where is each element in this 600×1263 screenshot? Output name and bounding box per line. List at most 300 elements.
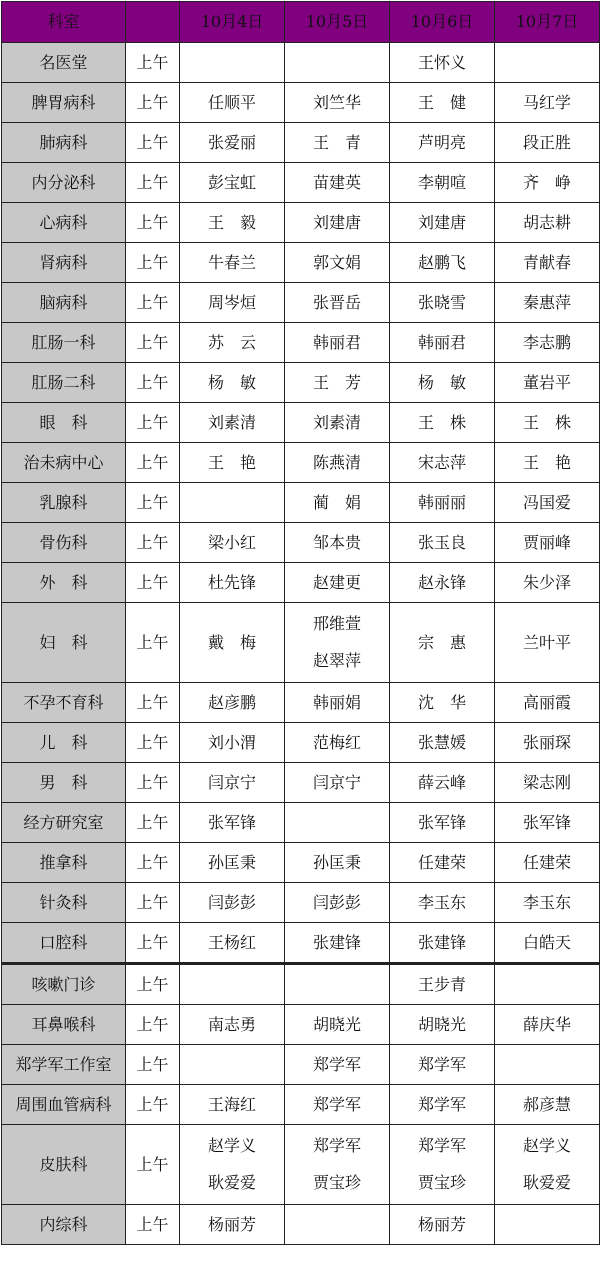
doctor-name: 孙匡秉 <box>207 852 256 872</box>
doctor-name: 陈燕清 <box>312 452 361 472</box>
department-cell: 肾病科 <box>2 243 126 283</box>
department-cell: 耳鼻喉科 <box>2 1005 126 1045</box>
doctor-cell <box>180 1125 285 1205</box>
doctor-name: 李玉东 <box>522 892 571 912</box>
doctor-cell <box>285 923 390 964</box>
doctor-cell <box>390 1205 495 1245</box>
time-cell: 上午 <box>126 443 180 483</box>
doctor-cell <box>180 363 285 403</box>
doctor-name: 张军锋 <box>207 812 256 832</box>
doctor-cell <box>495 523 600 563</box>
doctor-cell <box>285 1085 390 1125</box>
time-cell: 上午 <box>126 163 180 203</box>
doctor-name: 王 健 <box>417 92 466 112</box>
doctor-cell <box>390 603 495 683</box>
doctor-name: 周岑烜 <box>207 292 256 312</box>
doctor-name: 芦明亮 <box>417 132 466 152</box>
doctor-name: 胡晓光 <box>312 1014 361 1034</box>
table-row <box>2 923 600 964</box>
doctor-cell <box>180 243 285 283</box>
doctor-name: 刘素清 <box>207 412 256 432</box>
time-cell: 上午 <box>126 683 180 723</box>
department-cell: 心病科 <box>2 203 126 243</box>
department-cell: 肺病科 <box>2 123 126 163</box>
time-cell: 上午 <box>126 1085 180 1125</box>
doctor-cell <box>495 323 600 363</box>
table-row <box>2 123 600 163</box>
doctor-cell <box>495 203 600 243</box>
doctor-name: 秦惠萍 <box>522 292 571 312</box>
doctor-name: 朱少泽 <box>522 572 571 592</box>
doctor-cell <box>180 1085 285 1125</box>
doctor-name: 张军锋 <box>417 812 466 832</box>
doctor-name: 郭文娟 <box>312 252 361 272</box>
doctor-name: 赵永锋 <box>417 572 466 592</box>
table-row <box>2 1005 600 1045</box>
doctor-name: 贾宝珍 <box>417 1173 466 1192</box>
doctor-name: 薛庆华 <box>522 1014 571 1034</box>
department-cell: 妇 科 <box>2 603 126 683</box>
doctor-cell <box>285 1125 390 1205</box>
department-cell: 郑学军工作室 <box>2 1045 126 1085</box>
time-cell: 上午 <box>126 363 180 403</box>
doctor-cell <box>180 1005 285 1045</box>
doctor-cell <box>390 1085 495 1125</box>
time-cell: 上午 <box>126 1005 180 1045</box>
doctor-cell <box>180 563 285 603</box>
doctor-cell <box>180 763 285 803</box>
doctor-cell <box>180 283 285 323</box>
doctor-cell <box>495 1045 600 1085</box>
doctor-name: 戴 梅 <box>207 632 256 652</box>
department-cell: 治未病中心 <box>2 443 126 483</box>
doctor-name: 闫彭彭 <box>207 892 256 912</box>
department-cell: 脾胃病科 <box>2 83 126 123</box>
department-cell: 儿 科 <box>2 723 126 763</box>
doctor-name: 宋志萍 <box>417 452 466 472</box>
doctor-name <box>180 1055 284 1075</box>
table-row <box>2 1205 600 1245</box>
doctor-name: 郝彦慧 <box>522 1094 571 1114</box>
time-cell: 上午 <box>126 923 180 964</box>
doctor-name: 沈 华 <box>417 692 466 712</box>
department-cell: 不孕不育科 <box>2 683 126 723</box>
doctor-name: 王 株 <box>417 412 466 432</box>
doctor-name: 赵学义 <box>207 1136 256 1155</box>
schedule-body <box>2 43 600 1245</box>
header-day-4: 10月7日 <box>495 2 600 43</box>
doctor-cell <box>390 83 495 123</box>
doctor-cell <box>285 443 390 483</box>
doctor-cell <box>285 83 390 123</box>
department-cell: 周围血管病科 <box>2 1085 126 1125</box>
table-row <box>2 1045 600 1085</box>
doctor-name: 贾丽峰 <box>522 532 571 552</box>
doctor-cell <box>390 43 495 83</box>
department-cell: 肛肠二科 <box>2 363 126 403</box>
doctor-name: 耿爱爱 <box>207 1173 256 1192</box>
table-row <box>2 883 600 923</box>
doctor-cell <box>180 603 285 683</box>
table-row <box>2 283 600 323</box>
department-cell: 口腔科 <box>2 923 126 964</box>
table-row <box>2 243 600 283</box>
doctor-name: 高丽霞 <box>522 692 571 712</box>
doctor-name: 闫京宁 <box>207 772 256 792</box>
time-cell: 上午 <box>126 523 180 563</box>
doctor-name: 王步青 <box>417 974 466 994</box>
doctor-name: 王杨红 <box>207 932 256 952</box>
table-row <box>2 403 600 443</box>
time-cell: 上午 <box>126 883 180 923</box>
table-row <box>2 483 600 523</box>
doctor-name: 段正胜 <box>522 132 571 152</box>
doctor-name: 贾宝珍 <box>312 1173 361 1192</box>
doctor-cell <box>285 243 390 283</box>
doctor-name: 张爱丽 <box>207 132 256 152</box>
doctor-name: 冯国爱 <box>522 492 571 512</box>
doctor-name: 赵鹏飞 <box>417 252 466 272</box>
table-row <box>2 763 600 803</box>
doctor-name: 郑学军 <box>312 1094 361 1114</box>
table-row <box>2 723 600 763</box>
doctor-name: 张晓雪 <box>417 292 466 312</box>
doctor-name: 李朝喧 <box>417 172 466 192</box>
table-row <box>2 203 600 243</box>
doctor-name: 蔺 娟 <box>312 492 361 512</box>
doctor-name <box>285 813 389 833</box>
doctor-name: 刘竺华 <box>312 92 361 112</box>
doctor-cell <box>285 683 390 723</box>
doctor-cell <box>495 883 600 923</box>
header-row <box>2 2 600 43</box>
doctor-cell <box>285 1005 390 1045</box>
doctor-cell <box>285 43 390 83</box>
table-row <box>2 43 600 83</box>
doctor-cell <box>285 843 390 883</box>
time-cell: 上午 <box>126 1205 180 1245</box>
doctor-cell <box>180 483 285 523</box>
time-cell: 上午 <box>126 403 180 443</box>
doctor-cell <box>390 803 495 843</box>
doctor-name: 郑学军 <box>417 1094 466 1114</box>
doctor-name: 胡晓光 <box>417 1014 466 1034</box>
doctor-cell <box>180 443 285 483</box>
doctor-cell <box>180 803 285 843</box>
doctor-cell <box>180 883 285 923</box>
doctor-cell <box>390 883 495 923</box>
doctor-name: 薛云峰 <box>417 772 466 792</box>
table-row <box>2 443 600 483</box>
time-cell: 上午 <box>126 603 180 683</box>
doctor-cell <box>390 403 495 443</box>
table-row <box>2 163 600 203</box>
time-cell: 上午 <box>126 843 180 883</box>
table-row <box>2 323 600 363</box>
doctor-name <box>495 975 599 995</box>
doctor-name <box>285 53 389 73</box>
doctor-cell <box>180 323 285 363</box>
doctor-name: 刘建唐 <box>312 212 361 232</box>
doctor-name: 韩丽娟 <box>312 692 361 712</box>
time-cell: 上午 <box>126 283 180 323</box>
doctor-cell <box>390 723 495 763</box>
department-cell: 乳腺科 <box>2 483 126 523</box>
doctor-name: 王 艳 <box>522 452 571 472</box>
doctor-cell <box>390 923 495 964</box>
table-row <box>2 563 600 603</box>
doctor-cell <box>180 83 285 123</box>
doctor-cell <box>285 603 390 683</box>
time-cell: 上午 <box>126 964 180 1005</box>
doctor-cell <box>390 243 495 283</box>
doctor-name: 张建锋 <box>417 932 466 952</box>
doctor-cell <box>390 443 495 483</box>
doctor-cell <box>495 964 600 1005</box>
doctor-name: 刘建唐 <box>417 212 466 232</box>
table-row <box>2 83 600 123</box>
doctor-cell <box>180 123 285 163</box>
department-cell: 皮肤科 <box>2 1125 126 1205</box>
doctor-name: 耿爱爱 <box>522 1173 571 1192</box>
doctor-name: 闫京宁 <box>312 772 361 792</box>
doctor-name: 郑学军 <box>312 1136 361 1155</box>
department-cell: 骨伤科 <box>2 523 126 563</box>
doctor-name: 杨丽芳 <box>207 1214 256 1234</box>
time-cell: 上午 <box>126 83 180 123</box>
doctor-name: 赵翠萍 <box>312 651 361 670</box>
doctor-cell <box>495 1205 600 1245</box>
doctor-cell <box>495 43 600 83</box>
doctor-cell <box>180 1045 285 1085</box>
doctor-name: 杨 敏 <box>417 372 466 392</box>
doctor-cell <box>495 683 600 723</box>
doctor-name: 刘素清 <box>312 412 361 432</box>
department-cell: 经方研究室 <box>2 803 126 843</box>
doctor-name: 张玉良 <box>417 532 466 552</box>
table-row <box>2 843 600 883</box>
doctor-name: 张丽琛 <box>522 732 571 752</box>
doctor-name: 李志鹏 <box>522 332 571 352</box>
doctor-cell <box>180 1205 285 1245</box>
doctor-cell <box>180 683 285 723</box>
doctor-name: 张晋岳 <box>312 292 361 312</box>
department-cell: 内分泌科 <box>2 163 126 203</box>
doctor-name: 南志勇 <box>207 1014 256 1034</box>
table-row <box>2 964 600 1005</box>
doctor-cell <box>285 1205 390 1245</box>
doctor-cell <box>285 483 390 523</box>
doctor-name: 马红学 <box>522 92 571 112</box>
doctor-cell <box>495 603 600 683</box>
doctor-cell <box>285 763 390 803</box>
table-row <box>2 803 600 843</box>
doctor-cell <box>495 283 600 323</box>
department-cell: 眼 科 <box>2 403 126 443</box>
doctor-name: 任顺平 <box>207 92 256 112</box>
doctor-cell <box>495 243 600 283</box>
department-cell: 推拿科 <box>2 843 126 883</box>
doctor-cell <box>285 1045 390 1085</box>
doctor-name: 郑学军 <box>312 1054 361 1074</box>
header-day-2: 10月5日 <box>285 2 390 43</box>
doctor-name: 彭宝虹 <box>207 172 256 192</box>
doctor-cell <box>495 163 600 203</box>
doctor-cell <box>180 163 285 203</box>
doctor-name: 宗 惠 <box>417 632 466 652</box>
doctor-cell <box>495 843 600 883</box>
doctor-cell <box>285 964 390 1005</box>
doctor-name: 任建荣 <box>522 852 571 872</box>
doctor-name: 张军锋 <box>522 812 571 832</box>
doctor-name: 王 株 <box>522 412 571 432</box>
department-cell: 内综科 <box>2 1205 126 1245</box>
time-cell: 上午 <box>126 1125 180 1205</box>
doctor-cell <box>390 843 495 883</box>
header-time-blank <box>126 2 180 43</box>
doctor-name: 王 毅 <box>207 212 256 232</box>
department-cell: 咳嗽门诊 <box>2 964 126 1005</box>
doctor-cell <box>390 523 495 563</box>
header-day-3: 10月6日 <box>390 2 495 43</box>
department-cell: 男 科 <box>2 763 126 803</box>
doctor-name: 赵学义 <box>522 1136 571 1155</box>
doctor-cell <box>285 323 390 363</box>
doctor-cell <box>390 1005 495 1045</box>
doctor-cell <box>390 163 495 203</box>
time-cell: 上午 <box>126 43 180 83</box>
doctor-name: 牛春兰 <box>207 252 256 272</box>
doctor-name: 梁志刚 <box>522 772 571 792</box>
time-cell: 上午 <box>126 323 180 363</box>
doctor-name: 韩丽君 <box>417 332 466 352</box>
doctor-name <box>495 1055 599 1075</box>
doctor-name <box>495 1215 599 1235</box>
time-cell: 上午 <box>126 123 180 163</box>
doctor-cell <box>285 283 390 323</box>
doctor-cell <box>180 523 285 563</box>
doctor-name: 范梅红 <box>312 732 361 752</box>
doctor-cell <box>285 563 390 603</box>
doctor-cell <box>390 563 495 603</box>
doctor-cell <box>390 283 495 323</box>
doctor-cell <box>495 1085 600 1125</box>
doctor-name <box>495 53 599 73</box>
doctor-name: 张慧媛 <box>417 732 466 752</box>
doctor-cell <box>390 683 495 723</box>
table-row <box>2 1085 600 1125</box>
time-cell: 上午 <box>126 243 180 283</box>
doctor-name: 邹本贵 <box>312 532 361 552</box>
doctor-name: 赵建更 <box>312 572 361 592</box>
doctor-name: 邢维萱 <box>312 614 361 633</box>
doctor-name: 张建锋 <box>312 932 361 952</box>
doctor-cell <box>495 363 600 403</box>
time-cell: 上午 <box>126 723 180 763</box>
doctor-cell <box>495 1005 600 1045</box>
time-cell: 上午 <box>126 563 180 603</box>
doctor-cell <box>180 403 285 443</box>
doctor-name <box>180 975 284 995</box>
department-cell: 肛肠一科 <box>2 323 126 363</box>
doctor-cell <box>495 483 600 523</box>
department-cell: 脑病科 <box>2 283 126 323</box>
doctor-cell <box>495 1125 600 1205</box>
table-row <box>2 363 600 403</box>
doctor-name: 杨 敏 <box>207 372 256 392</box>
doctor-cell <box>180 203 285 243</box>
doctor-name: 齐 峥 <box>522 172 571 192</box>
doctor-name: 王怀义 <box>417 52 466 72</box>
doctor-cell <box>180 964 285 1005</box>
table-row <box>2 1125 600 1205</box>
time-cell: 上午 <box>126 803 180 843</box>
doctor-cell <box>495 923 600 964</box>
doctor-cell <box>285 403 390 443</box>
doctor-cell <box>285 203 390 243</box>
doctor-name: 杨丽芳 <box>417 1214 466 1234</box>
doctor-cell <box>390 363 495 403</box>
doctor-name: 郑学军 <box>417 1136 466 1155</box>
time-cell: 上午 <box>126 203 180 243</box>
doctor-cell <box>285 723 390 763</box>
header-day-1: 10月4日 <box>180 2 285 43</box>
doctor-name: 苏 云 <box>207 332 256 352</box>
doctor-name: 青献春 <box>522 252 571 272</box>
doctor-name: 杜先锋 <box>207 572 256 592</box>
doctor-name: 李玉东 <box>417 892 466 912</box>
doctor-cell <box>285 363 390 403</box>
doctor-cell <box>390 1045 495 1085</box>
doctor-name: 苗建英 <box>312 172 361 192</box>
doctor-name: 韩丽丽 <box>417 492 466 512</box>
doctor-cell <box>390 964 495 1005</box>
doctor-cell <box>285 883 390 923</box>
doctor-name: 王 青 <box>312 132 361 152</box>
time-cell: 上午 <box>126 1045 180 1085</box>
doctor-cell <box>390 323 495 363</box>
duty-schedule-table <box>1 1 600 1245</box>
doctor-cell <box>180 843 285 883</box>
doctor-cell <box>495 763 600 803</box>
doctor-name: 王 芳 <box>312 372 361 392</box>
doctor-cell <box>285 523 390 563</box>
department-cell: 针灸科 <box>2 883 126 923</box>
doctor-name: 胡志耕 <box>522 212 571 232</box>
time-cell: 上午 <box>126 763 180 803</box>
doctor-name: 刘小渭 <box>207 732 256 752</box>
doctor-cell <box>495 123 600 163</box>
doctor-cell <box>180 723 285 763</box>
department-cell: 名医堂 <box>2 43 126 83</box>
doctor-cell <box>390 1125 495 1205</box>
doctor-name: 韩丽君 <box>312 332 361 352</box>
doctor-cell <box>285 163 390 203</box>
doctor-name: 兰叶平 <box>522 632 571 652</box>
doctor-name: 郑学军 <box>417 1054 466 1074</box>
table-row <box>2 603 600 683</box>
doctor-cell <box>390 123 495 163</box>
doctor-name: 闫彭彭 <box>312 892 361 912</box>
doctor-cell <box>180 923 285 964</box>
department-cell: 外 科 <box>2 563 126 603</box>
doctor-cell <box>390 483 495 523</box>
doctor-cell <box>495 803 600 843</box>
doctor-cell <box>495 563 600 603</box>
doctor-name: 白皓天 <box>522 932 571 952</box>
doctor-name: 董岩平 <box>522 372 571 392</box>
table-row <box>2 683 600 723</box>
